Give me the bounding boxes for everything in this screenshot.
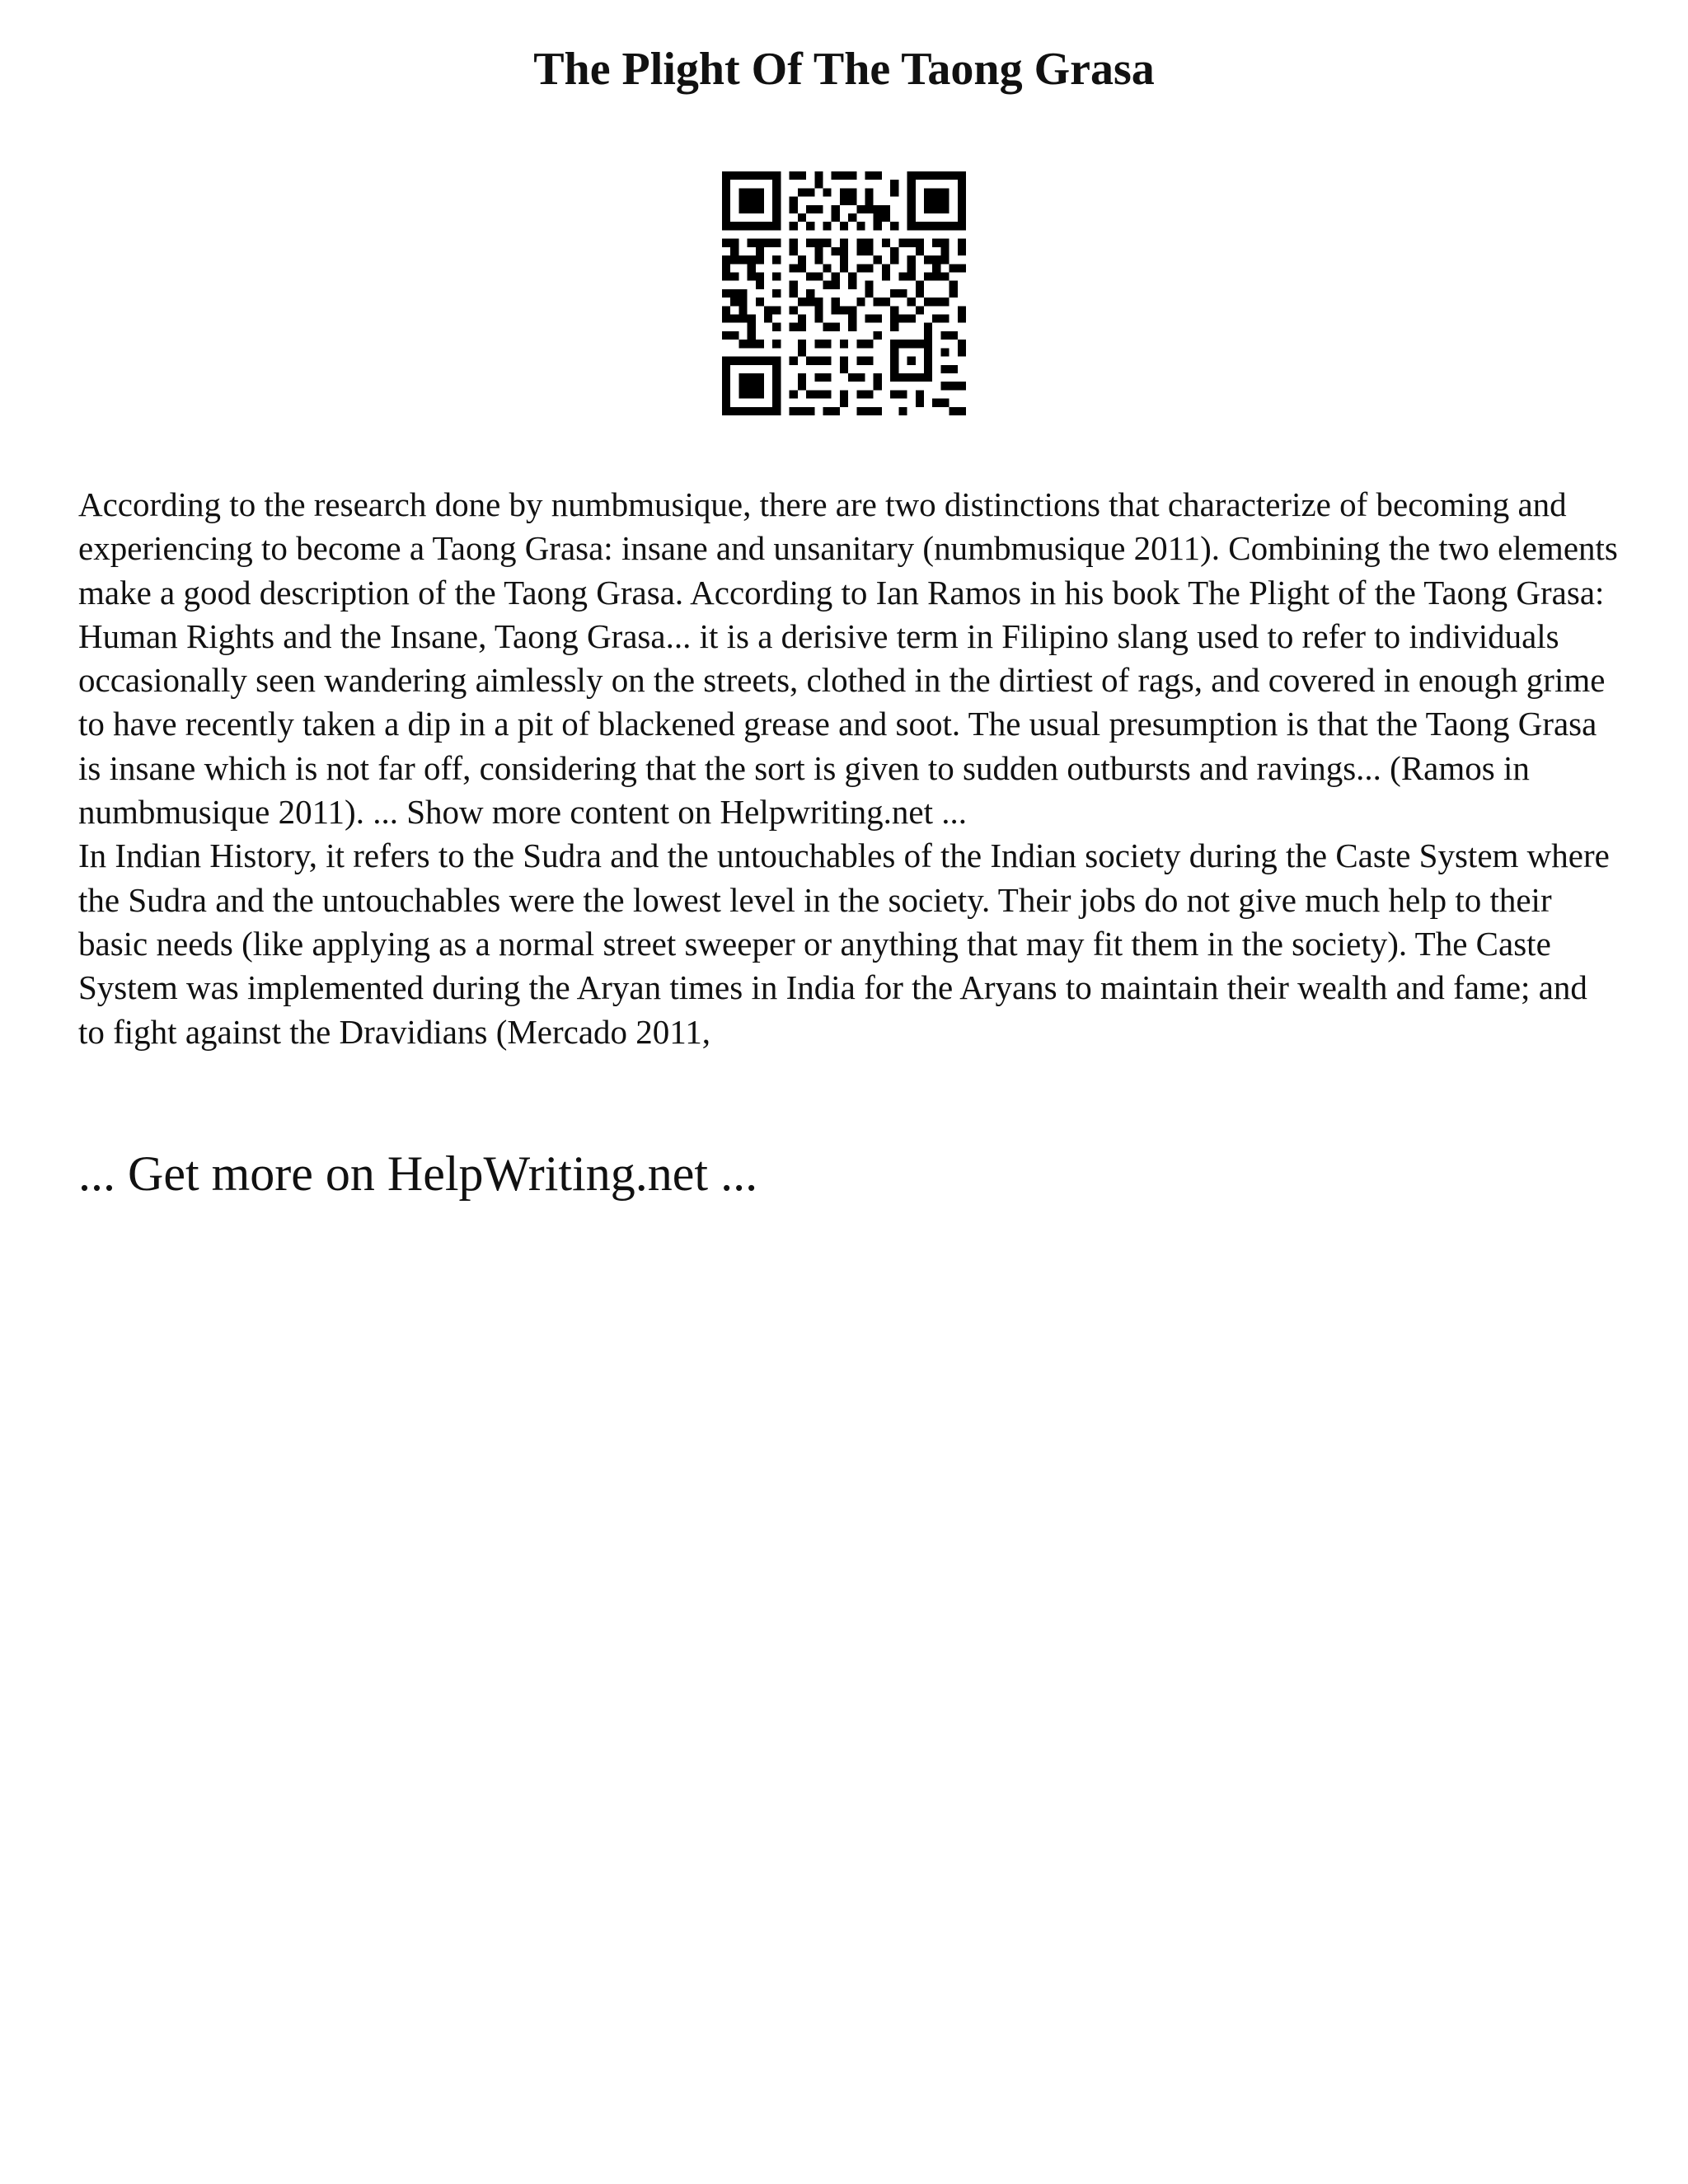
page-title: The Plight Of The Taong Grasa <box>533 44 1155 95</box>
get-more-link[interactable]: ... Get more on HelpWriting.net ... <box>78 1146 758 1201</box>
paragraph: In Indian History, it refers to the Sudra and the untouchables of the Indian society during the Caste System where the Sudra and the untouchables were the lowest level in the society. Their jobs do not give much help to their basic needs (like applying as a normal street sweeper or anything that may fit them in the society). The Caste System was implemented during the Aryan times in India for the Aryans to maintain their wealth and fame; and to fight against the Dravidians (Mercado 2011, <box>78 837 1610 1051</box>
article-body <box>78 483 1620 1054</box>
qr-code-icon <box>722 171 966 415</box>
paragraph: According to the research done by numbmusique, there are two distinctions that characterize of becoming and experiencing to become a Taong Grasa: insane and unsanitary (numbmusique 2011). Combining the two elements make a good description of the Taong Grasa. According to Ian Ramos in his book The Plight of the Taong Grasa: Human Rights and the Insane, Taong Grasa... it is a derisive term in Filipino slang used to refer to individuals occasionally seen wandering aimlessly on the streets, clothed in the dirtiest of rags, and covered in enough grime to have recently taken a dip in a pit of blackened grease and soot. The usual presumption is that the Taong Grasa is insane which is not far off, considering that the sort is given to sudden outbursts and ravings... (Ramos in numbmusique 2011). ... Show more content on Helpwriting.net ... <box>78 485 1618 832</box>
